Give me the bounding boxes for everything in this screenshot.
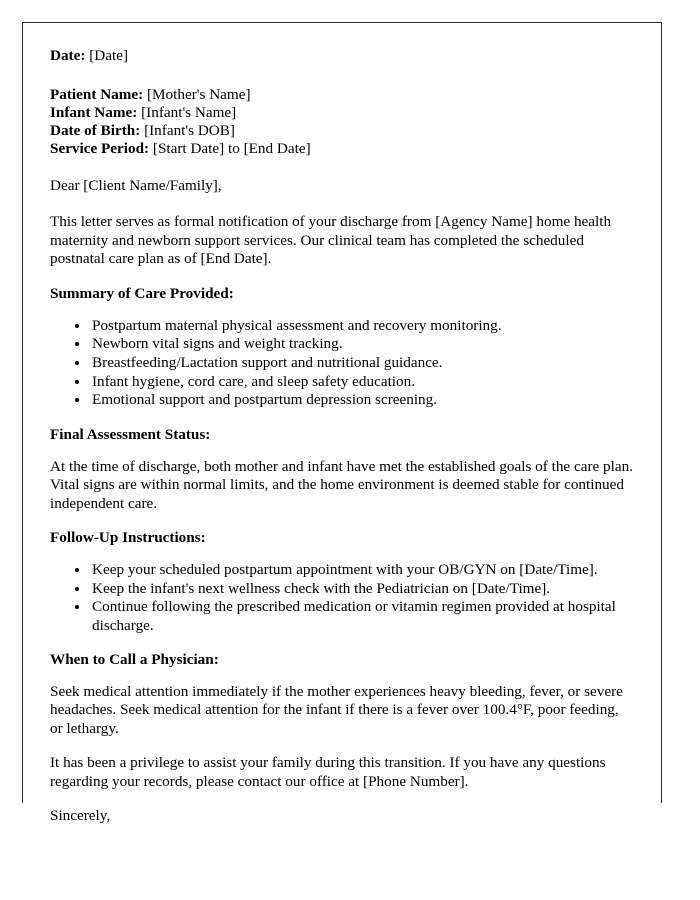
closing-paragraph: It has been a privilege to assist your family during this transition. If you have any questions regarding your records, please contact our office at [Phone Number]. bbox=[50, 754, 606, 790]
service-period-value: [Start Date] to [End Date] bbox=[152, 139, 311, 157]
list-item: • Keep your scheduled postpartum appointment with your OB/GYN on [Date/Time]. bbox=[90, 561, 634, 579]
meta-row-infant-name bbox=[50, 104, 634, 122]
heading-final-assessment-status: Final Assessment Status: bbox=[50, 425, 211, 443]
list-item: • Keep the infant's next wellness check with the Pediatrician on [Date/Time]. bbox=[90, 580, 634, 598]
document-body bbox=[23, 23, 661, 825]
patient-meta-block bbox=[50, 86, 634, 158]
summary-of-care-list bbox=[50, 317, 634, 410]
date-line bbox=[50, 47, 634, 66]
meta-row-date-of-birth bbox=[50, 122, 634, 140]
heading-when-to-call-a-physician: When to Call a Physician: bbox=[50, 650, 219, 668]
patient-name-value: [Mother's Name] bbox=[147, 85, 251, 103]
salutation: Dear [Client Name/Family], bbox=[50, 176, 222, 194]
intro-paragraph: This letter serves as formal notification of your discharge from [Agency Name] home health maternity and newborn support services. Our clinical team has completed the scheduled postnatal care plan as of [End Date]. bbox=[50, 213, 612, 267]
patient-name-label: Patient Name: bbox=[50, 85, 144, 103]
date-value: [Date] bbox=[89, 47, 129, 64]
date-of-birth-value: [Infant's DOB] bbox=[144, 121, 235, 139]
when-to-call-paragraph: Seek medical attention immediately if the mother experiences heavy bleeding, fever, or severe headaches. Seek medical attention for the infant if there is a fever over 100.4°F, poor feeding, or lethargy. bbox=[50, 682, 623, 737]
list-item: • Breastfeeding/Lactation support and nutritional guidance. bbox=[90, 354, 634, 372]
infant-name-value: [Infant's Name] bbox=[141, 103, 237, 121]
date-of-birth-label: Date of Birth: bbox=[50, 121, 141, 139]
service-period-label: Service Period: bbox=[50, 139, 150, 157]
list-item: • Postpartum maternal physical assessment and recovery monitoring. bbox=[90, 317, 634, 335]
list-item: • Infant hygiene, cord care, and sleep safety education. bbox=[90, 373, 634, 391]
final-assessment-paragraph: At the time of discharge, both mother and infant have met the established goals of the care plan. Vital signs are within normal limits, and the home environment is deemed stable for continued independent care. bbox=[50, 457, 633, 512]
date-label: Date: bbox=[50, 47, 86, 64]
document-page bbox=[22, 22, 662, 825]
meta-row-service-period bbox=[50, 140, 634, 158]
list-item: • Emotional support and postpartum depression screening. bbox=[90, 391, 634, 409]
follow-up-instructions-list bbox=[50, 561, 634, 635]
signature-line: Sincerely, bbox=[50, 807, 111, 825]
list-item: • Continue following the prescribed medication or vitamin regimen provided at hospital discharge. bbox=[90, 598, 634, 634]
list-item: • Newborn vital signs and weight tracking. bbox=[90, 335, 634, 353]
heading-follow-up-instructions: Follow-Up Instructions: bbox=[50, 529, 206, 547]
meta-row-patient-name bbox=[50, 86, 634, 104]
heading-summary-of-care: Summary of Care Provided: bbox=[50, 284, 234, 302]
infant-name-label: Infant Name: bbox=[50, 103, 138, 121]
